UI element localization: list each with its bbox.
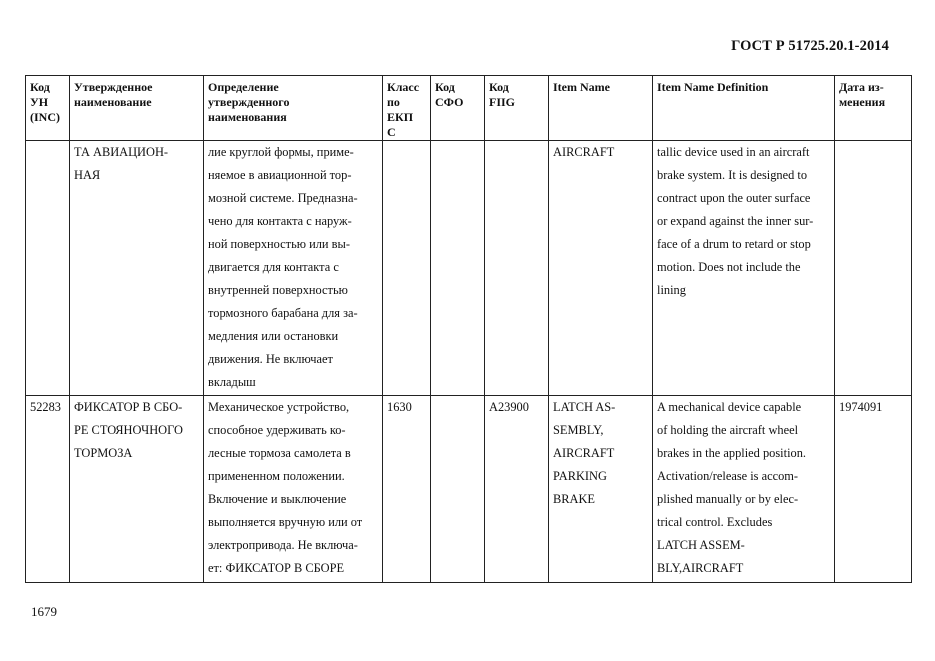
cell-code: 52283	[26, 396, 70, 583]
text-line: Механическое устройство,	[208, 400, 350, 414]
cell-item-name	[549, 141, 653, 396]
text-line: УН	[30, 95, 49, 109]
text-line: электропривода. Не включа-	[208, 538, 358, 552]
text-line: СФО	[435, 95, 464, 109]
cell-definition	[204, 141, 383, 396]
text-line: AIRCRAFT	[553, 145, 615, 159]
standard-header: ГОСТ Р 51725.20.1-2014	[731, 38, 889, 54]
text-line: Activation/release is accom-	[657, 469, 799, 483]
cell-sfo	[431, 141, 485, 396]
text-line: движения. Не включает	[208, 352, 333, 366]
text-line: выполняется вручную или от	[208, 515, 363, 529]
classification-table	[25, 75, 912, 583]
text-line: ной поверхностью или вы-	[208, 237, 350, 251]
page-number: 1679	[31, 604, 57, 619]
text-line: наименования	[208, 110, 287, 124]
text-line: brake system. It is designed to	[657, 168, 808, 182]
cell-sfo	[431, 396, 485, 583]
text-line: двигается для контакта с	[208, 260, 339, 274]
col-header-class	[383, 76, 431, 141]
text-line: вкладыш	[208, 375, 256, 389]
text-line: FIIG	[489, 95, 516, 109]
table-header-row	[26, 76, 912, 141]
text-line: лие круглой формы, приме-	[208, 145, 354, 159]
text-line: AIRCRAFT	[553, 446, 615, 460]
text-line: SEMBLY,	[553, 423, 604, 437]
col-header-sfo	[431, 76, 485, 141]
text-line: менения	[839, 95, 886, 109]
text-line: motion. Does not include the	[657, 260, 801, 274]
text-line: BLY,AIRCRAFT	[657, 561, 744, 575]
text-line: tallic device used in an aircraft	[657, 145, 810, 159]
cell-code	[26, 141, 70, 396]
col-header-code	[26, 76, 70, 141]
cell-date: 1974091	[835, 396, 912, 583]
cell-definition	[204, 396, 383, 583]
table-row	[26, 141, 912, 396]
text-line: Определение	[208, 80, 279, 94]
text-line: внутренней поверхностью	[208, 283, 348, 297]
text-line: Утвержденное	[74, 80, 153, 94]
text-line: trical control. Excludes	[657, 515, 773, 529]
text-line: of holding the aircraft wheel	[657, 423, 799, 437]
text-line: BRAKE	[553, 492, 595, 506]
cell-item-name	[549, 396, 653, 583]
text-line: наименование	[74, 95, 152, 109]
text-line: PARKING	[553, 469, 607, 483]
text-line: по	[387, 95, 400, 109]
cell-approved-name	[70, 141, 204, 396]
col-header-item-name	[549, 76, 653, 141]
text-line: С	[387, 125, 396, 139]
text-line: Код	[30, 80, 50, 94]
col-header-fiig	[485, 76, 549, 141]
text-line: ТОРМОЗА	[74, 446, 133, 460]
text-line: Код	[489, 80, 509, 94]
text-line: медления или остановки	[208, 329, 339, 343]
text-line: примененном положении.	[208, 469, 345, 483]
text-line: Item Name	[553, 80, 610, 94]
text-line: тормозного барабана для за-	[208, 306, 358, 320]
text-line: contract upon the outer surface	[657, 191, 811, 205]
col-header-date	[835, 76, 912, 141]
text-line: LATCH ASSEM-	[657, 538, 745, 552]
text-line: face of a drum to retard or stop	[657, 237, 811, 251]
text-line: ФИКСАТОР В СБО-	[74, 400, 183, 414]
col-header-approved-name	[70, 76, 204, 141]
text-line: Код	[435, 80, 455, 94]
cell-item-definition	[653, 141, 835, 396]
text-line: чено для контакта с наруж-	[208, 214, 352, 228]
cell-fiig	[485, 141, 549, 396]
text-line: Включение и выключение	[208, 492, 347, 506]
cell-fiig: A23900	[485, 396, 549, 583]
cell-approved-name	[70, 396, 204, 583]
text-line: лесные тормоза самолета в	[208, 446, 351, 460]
text-line: LATCH AS-	[553, 400, 616, 414]
text-line: няемое в авиационной тор-	[208, 168, 352, 182]
text-line: A mechanical device capable	[657, 400, 802, 414]
text-line: Item Name Definition	[657, 80, 769, 94]
text-line: ЕКП	[387, 110, 414, 124]
cell-class: 1630	[383, 396, 431, 583]
col-header-item-definition	[653, 76, 835, 141]
text-line: ет: ФИКСАТОР В СБОРЕ	[208, 561, 345, 575]
text-line: Класс	[387, 80, 420, 94]
text-line: мозной системе. Предназна-	[208, 191, 358, 205]
text-line: НАЯ	[74, 168, 101, 182]
text-line: plished manually or by elec-	[657, 492, 799, 506]
cell-date	[835, 141, 912, 396]
text-line: Дата из-	[839, 80, 884, 94]
cell-item-definition	[653, 396, 835, 583]
col-header-definition	[204, 76, 383, 141]
text-line: РЕ СТОЯНОЧНОГО	[74, 423, 183, 437]
text-line: способное удерживать ко-	[208, 423, 346, 437]
table-row	[26, 396, 912, 583]
cell-class	[383, 141, 431, 396]
text-line: or expand against the inner sur-	[657, 214, 814, 228]
text-line: утвержденного	[208, 95, 290, 109]
text-line: ТА АВИАЦИОН-	[74, 145, 169, 159]
text-line: (INC)	[30, 110, 60, 124]
text-line: lining	[657, 283, 686, 297]
text-line: brakes in the applied position.	[657, 446, 807, 460]
